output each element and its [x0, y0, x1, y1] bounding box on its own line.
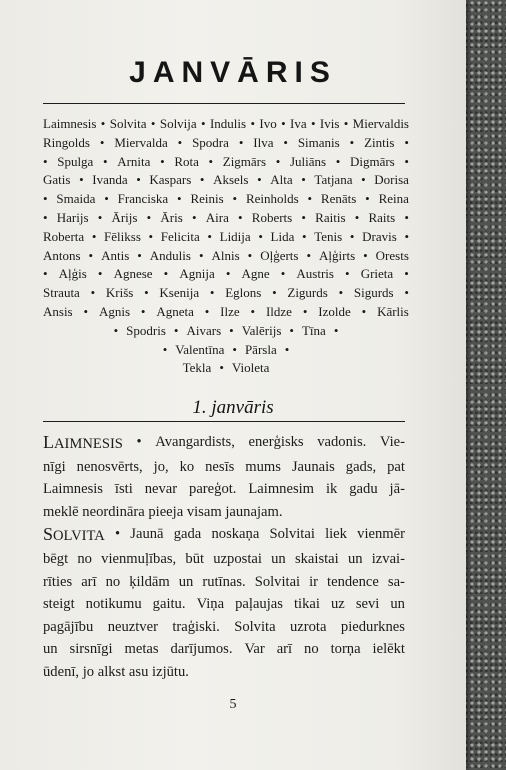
- bullet-separator: •: [281, 116, 286, 131]
- name-item: Antons: [43, 247, 81, 263]
- name-item: Miervalda: [114, 134, 168, 150]
- bullet-separator: •: [404, 153, 409, 169]
- bullet-separator: •: [310, 116, 316, 131]
- bullet-separator: •: [83, 303, 89, 319]
- bullet-separator: •: [79, 172, 84, 188]
- bullet-separator: •: [404, 209, 409, 225]
- name-item: Ringolds: [43, 134, 90, 150]
- bullet-separator: •: [91, 228, 97, 244]
- entry-first-line: SOLVITA • Jaunā gada noskaņa Solvitai liek vienmēr: [43, 523, 405, 548]
- bullet-separator: •: [258, 228, 263, 244]
- bullet-separator: •: [140, 303, 146, 319]
- name-item: Felicita: [160, 228, 200, 244]
- bullet-separator: •: [349, 228, 355, 244]
- bullet-separator: •: [272, 285, 277, 301]
- bullet-separator: •: [404, 228, 409, 244]
- name-item: Tīna: [301, 322, 326, 338]
- name-item: Raitis: [315, 209, 346, 225]
- name-item: Lidija: [219, 228, 251, 244]
- bullet-separator: •: [361, 172, 366, 188]
- name-item: Ildze: [265, 303, 292, 319]
- name-item: Smaida: [56, 191, 96, 207]
- name-item: Ilze: [220, 303, 240, 319]
- bullet-separator: •: [144, 285, 149, 301]
- bullet-separator: •: [191, 209, 197, 225]
- bullet-separator: •: [361, 303, 367, 319]
- entry-text-line: steigt notikumu gaitu. Viņa paļaujas tikai uz sevi un: [43, 596, 405, 613]
- name-item: Renāts: [320, 191, 357, 207]
- bullet-separator: •: [250, 116, 256, 131]
- name-item: Agnese: [113, 266, 153, 282]
- entries-text: [43, 431, 405, 684]
- bullet-separator: •: [209, 285, 215, 301]
- name-item: Aivars: [186, 322, 222, 338]
- section-underline: [43, 421, 405, 422]
- bullet-separator: •: [162, 341, 168, 357]
- name-item: Miervaldis: [352, 116, 409, 131]
- entry-text-line: rīties arī no ķildām un rutīnas. Solvitai ir tendence sa-: [43, 573, 405, 590]
- bullet-separator: •: [90, 285, 96, 301]
- name-item: Andulis: [149, 247, 191, 263]
- name-item: Harijs: [56, 209, 89, 225]
- bullet-separator: •: [103, 153, 108, 169]
- entry-text-line: nīgi nenosvērts, jo, ko nesīs mums Jaunais gads, pat: [43, 458, 405, 475]
- entry-text-line: bēgt no vienmuļības, būt uzpostai un skaistai un izvai-: [43, 550, 405, 567]
- names-line: [43, 115, 409, 134]
- name-item: Juliāns: [289, 153, 327, 169]
- name-item: Rota: [174, 153, 199, 169]
- name-item: Ksenija: [159, 285, 200, 301]
- entry-name-initial: S: [43, 524, 54, 545]
- name-item: Aira: [205, 209, 229, 225]
- name-item: Spodris: [126, 322, 166, 338]
- bullet-separator: •: [301, 172, 306, 188]
- name-item: Aļģis: [58, 266, 87, 282]
- bullet-separator: •: [275, 153, 281, 169]
- bullet-separator: •: [207, 228, 212, 244]
- bullet-separator: •: [225, 266, 231, 282]
- bullet-separator: •: [43, 266, 48, 282]
- name-item: Ilva: [253, 134, 274, 150]
- name-item: Roberts: [251, 209, 293, 225]
- name-item: Agnis: [98, 303, 130, 319]
- bullet-separator: •: [232, 191, 238, 207]
- name-item: Agneta: [156, 303, 194, 319]
- bullet-separator: •: [338, 285, 344, 301]
- bullet-separator: •: [137, 247, 142, 263]
- entry-last-line: ūdenī, jo alkst asu izjūtu.: [43, 663, 189, 680]
- names-line: [43, 247, 409, 266]
- bullet-separator: •: [88, 247, 94, 263]
- names-line: [43, 284, 409, 303]
- bullet-separator: •: [104, 191, 109, 207]
- names-line: [43, 359, 409, 378]
- bullet-separator: •: [229, 322, 234, 338]
- bullet-separator: •: [289, 322, 294, 338]
- name-item: Antis: [101, 247, 130, 263]
- bullet-separator: •: [404, 285, 409, 301]
- bullet-separator: •: [100, 116, 106, 131]
- bullet-separator: •: [232, 341, 237, 357]
- bullet-separator: •: [198, 247, 204, 263]
- name-item: Agne: [241, 266, 270, 282]
- entry-name-initial: L: [43, 432, 54, 452]
- name-item: Roberta: [43, 228, 85, 244]
- bullet-separator: •: [365, 191, 370, 207]
- name-item: Alta: [270, 172, 293, 188]
- name-item: Lida: [270, 228, 295, 244]
- names-line: [43, 209, 409, 228]
- name-item: Alnis: [211, 247, 240, 263]
- name-item: Simanis: [297, 134, 340, 150]
- name-item: Izolde: [318, 303, 351, 319]
- bullet-separator: •: [201, 116, 206, 131]
- names-line: [43, 171, 409, 190]
- name-item: Austris: [296, 266, 334, 282]
- name-item: Dorisa: [374, 172, 409, 188]
- name-item: Reina: [378, 191, 409, 207]
- entry-text-line: Laimnesis īsti nevar pareģot. Laimnesim ik gadu jā-: [43, 481, 405, 498]
- bullet-separator: •: [43, 191, 48, 207]
- bullet-separator: •: [177, 134, 183, 150]
- name-item: Aļģirts: [319, 247, 356, 263]
- name-item: Ivanda: [92, 172, 128, 188]
- name-item: Spulga: [57, 153, 94, 169]
- names-line: [43, 153, 409, 172]
- name-item: Reinis: [190, 191, 224, 207]
- bullet-separator: •: [199, 172, 205, 188]
- names-line: [43, 190, 409, 209]
- names-line: [43, 303, 409, 322]
- entry-text-line: pagājību neuztver traģiski. Solvita uzrota piedurknes: [43, 618, 405, 635]
- bullet-separator: •: [238, 134, 244, 150]
- entry-last-line: meklē neordināra pieeja visam jaunajam.: [43, 503, 283, 520]
- name-item: Orests: [375, 247, 409, 263]
- name-item: Dravis: [362, 228, 397, 244]
- bullet-separator: •: [113, 322, 119, 338]
- bullet-separator: •: [333, 322, 339, 338]
- name-item: Kārlis: [377, 303, 409, 319]
- name-item: Arnita: [117, 153, 151, 169]
- name-item: Strauta: [43, 285, 80, 301]
- name-item: Violeta: [231, 360, 270, 376]
- name-item: Solvija: [159, 116, 197, 131]
- name-item: Ivis: [319, 116, 340, 131]
- name-item: Laimnesis: [43, 116, 97, 131]
- names-line: [43, 228, 409, 247]
- bullet-separator: •: [283, 134, 288, 150]
- name-item: Gatis: [43, 172, 71, 188]
- name-item: Āris: [160, 209, 183, 225]
- bullet-separator: •: [345, 266, 350, 282]
- names-line: [43, 265, 409, 284]
- page-title: JANVĀRIS: [129, 56, 337, 89]
- section-title: 1. janvāris: [192, 397, 274, 418]
- names-line: [43, 341, 409, 360]
- bullet-separator: •: [163, 266, 169, 282]
- bullet-separator: •: [177, 191, 182, 207]
- bullet-separator: •: [238, 209, 243, 225]
- bullet-separator: •: [160, 153, 165, 169]
- bullet-separator: •: [302, 228, 307, 244]
- bullet-separator: •: [284, 341, 290, 357]
- bullet-separator: •: [97, 209, 103, 225]
- bullet-separator: •: [349, 134, 355, 150]
- bullet-separator: •: [307, 191, 313, 207]
- entry-name-rest: AIMNESIS: [54, 436, 123, 452]
- name-item: Aksels: [213, 172, 249, 188]
- name-item: Zigmārs: [222, 153, 267, 169]
- bullet-separator: •: [148, 228, 154, 244]
- name-item: Iva: [290, 116, 307, 131]
- bullet-separator: •: [136, 172, 141, 188]
- bullet-separator: •: [99, 134, 105, 150]
- bullet-separator: •: [97, 266, 103, 282]
- bullet-separator: •: [354, 209, 360, 225]
- bullet-separator: •: [335, 153, 341, 169]
- name-item: Ārijs: [111, 209, 138, 225]
- name-item: Tatjana: [314, 172, 353, 188]
- names-line: [43, 322, 409, 341]
- name-item: Raits: [368, 209, 396, 225]
- names-line: [43, 134, 409, 153]
- name-item: Tekla: [182, 360, 212, 376]
- name-item: Krišs: [105, 285, 134, 301]
- name-item: Pārsla: [244, 341, 277, 357]
- bullet-separator: •: [43, 209, 48, 225]
- entry-first-line: LAIMNESIS • Avangardists, enerģisks vadonis. Vie-: [43, 431, 405, 456]
- name-item: Franciska: [117, 191, 169, 207]
- bullet-separator: •: [301, 209, 306, 225]
- name-item: Sigurds: [353, 285, 394, 301]
- name-item: Reinholds: [245, 191, 299, 207]
- bullet-separator: •: [363, 247, 368, 263]
- bullet-separator: •: [404, 266, 409, 282]
- bullet-separator: •: [257, 172, 262, 188]
- name-item: Ivo: [259, 116, 277, 131]
- name-item: Fēlikss: [104, 228, 141, 244]
- entry-name: [43, 523, 105, 548]
- name-item: Oļģerts: [260, 247, 299, 263]
- bullet-separator: •: [208, 153, 214, 169]
- bullet-separator: •: [306, 247, 312, 263]
- bullet-separator: •: [247, 247, 253, 263]
- entry-name-rest: OLVITA: [53, 528, 105, 545]
- name-item: Tenis: [314, 228, 343, 244]
- name-item: Digmārs: [349, 153, 395, 169]
- name-item: Zigurds: [287, 285, 328, 301]
- entry-name: [43, 431, 123, 456]
- name-item: Solvita: [109, 116, 147, 131]
- bullet-separator: •: [280, 266, 286, 282]
- bullet-separator: •: [219, 360, 224, 376]
- bullet-separator: •: [150, 116, 156, 131]
- bullet-separator: •: [146, 209, 152, 225]
- title-underline: [43, 103, 405, 104]
- name-item: Ansis: [43, 303, 73, 319]
- entry-text-line: un sirsnīgi metas darījumos. Var arī no torņa ielēkt: [43, 641, 405, 658]
- name-item: Indulis: [209, 116, 247, 131]
- name-item: Agnija: [179, 266, 215, 282]
- name-item: Zintis: [364, 134, 395, 150]
- bullet-separator: •: [173, 322, 179, 338]
- name-item: Spodra: [192, 134, 229, 150]
- bullet-separator: •: [43, 153, 48, 169]
- bullet-separator: •: [302, 303, 308, 319]
- page-number: 5: [229, 697, 237, 712]
- name-item: Valentīna: [175, 341, 225, 357]
- name-day-list: [43, 115, 409, 378]
- name-item: Grieta: [360, 266, 394, 282]
- bullet-separator: •: [250, 303, 256, 319]
- name-item: Eglons: [225, 285, 262, 301]
- bullet-separator: •: [404, 134, 409, 150]
- name-item: Kaspars: [149, 172, 192, 188]
- bullet-separator: •: [204, 303, 210, 319]
- bullet-separator: •: [343, 116, 349, 131]
- name-item: Valērijs: [241, 322, 282, 338]
